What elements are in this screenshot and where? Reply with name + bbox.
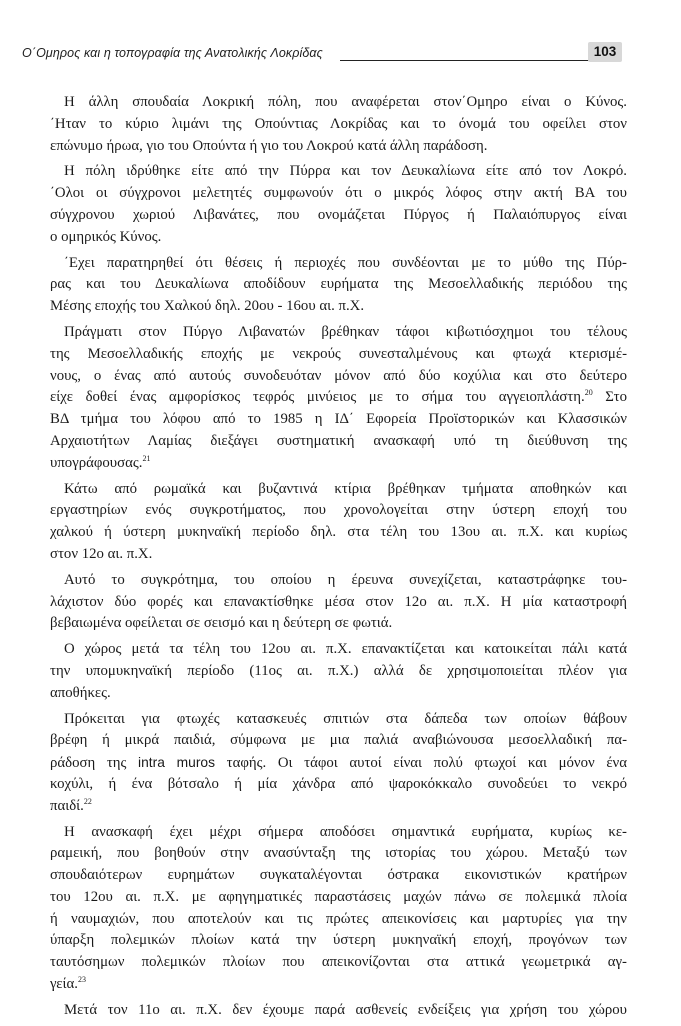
text-line: ραμεική, που βοηθούν στην ανασύνταξη της ιστορίας του χώρου. Μεταξύ των bbox=[50, 845, 627, 862]
text-line bbox=[50, 387, 627, 409]
header-rule bbox=[340, 60, 602, 61]
text-line: ΒΔ τμήμα του λόφου από το 1985 η ΙΔ΄ Εφορεία Προϊστορικών και Κλασσικών bbox=[50, 411, 627, 428]
text-line: αποθήκες. bbox=[50, 684, 111, 701]
text-line bbox=[50, 752, 627, 774]
text-line: λάχιστον δύο φορές και επανακτίσθηκε μέσα στον 12ο αι. π.Χ. Η μία καταστροφή bbox=[50, 593, 627, 610]
text-line: ΄Εχει παρατηρηθεί ότι θέσεις ή περιοχές που συνδέονται με το μύθο της Πύρ- bbox=[64, 254, 627, 271]
text-line: Αρχαιοτήτων Λαμίας διεξάγει συστηματική ανασκαφή υπό τη διεύθυνση της bbox=[50, 432, 627, 449]
paragraph-8 bbox=[50, 709, 627, 818]
text-line: του 12ου αι. π.Χ. με αφηγηματικές παραστάσεις μαχών πάνω σε πολεμικά πλοία bbox=[50, 888, 627, 905]
text-line: βρέφη ή μικρά παιδιά, σύμφωνα με μια παλιά αναβιώνουσα μεσοελλαδική πα- bbox=[50, 732, 627, 749]
text-line: την υπομυκηναϊκή περίοδο (11ος αι. π.Χ.) αλλά δε χρησιμοποιείται πλέον για bbox=[50, 662, 627, 679]
body-text bbox=[50, 92, 627, 1026]
text-line: Πράγματι στον Πύργο Λιβανατών βρέθηκαν τάφοι κιβωτιόσχημοι του τέλους bbox=[64, 323, 627, 340]
text-line: κοχύλι, ή ένα βότσαλο ή μία χάνδρα από ψαροκόκκαλο συνοδεύει το νεκρό bbox=[50, 775, 627, 792]
text-line: σύγχρονου χωριού Λιβανάτες, που ονομάζεται Πύργος ή Παλαιόπυργος είναι bbox=[50, 206, 627, 223]
text-line: νους, ο ένας από αυτούς συνοδευόταν μόνον από δύο κοχύλια και στο δεύτερο bbox=[50, 367, 627, 384]
text-line: Μέσης εποχής του Χαλκού δηλ. 20ου - 16ου αι. π.Χ. bbox=[50, 298, 365, 315]
latin-term: intra muros bbox=[138, 755, 215, 771]
text-line bbox=[50, 796, 627, 818]
page-number: 103 bbox=[588, 42, 622, 62]
text-segment: είχε δοθεί ένας αμφορίσκος τεφρός μινύειος με το σήμα του αγγειοπλάστη. bbox=[50, 389, 585, 406]
text-line: Πρόκειται για φτωχές κατασκευές σπιτιών στα δάπεδα των οποίων θάβουν bbox=[64, 710, 627, 727]
paragraph-4 bbox=[50, 322, 627, 475]
text-line bbox=[50, 974, 627, 996]
text-line: Αυτό το συγκρότημα, του οποίου η έρευνα συνεχίζεται, καταστράφηκε του- bbox=[64, 571, 627, 588]
text-line: στον 12ο αι. π.Χ. bbox=[50, 545, 153, 562]
text-line: ρας και του Δευκαλίωνα αποδίδουν ευρήματα της Μεσοελλαδικής περιόδου της bbox=[50, 276, 627, 293]
text-segment: ράδοση της bbox=[50, 755, 127, 772]
text-line: Κάτω από ρωμαϊκά και βυζαντινά κτίρια βρέθηκαν τμήματα αποθηκών και bbox=[64, 480, 627, 497]
text-line: βεβαιωμένα οφείλεται σε σεισμό και η δεύτερη σε φωτιά. bbox=[50, 615, 393, 632]
text-line: Η άλλη σπουδαία Λοκρική πόλη, που αναφέρεται στον΄Ομηρο είναι ο Κύνος. bbox=[64, 94, 627, 110]
paragraph-10 bbox=[64, 1000, 627, 1022]
text-line: Η ανασκαφή έχει μέχρι σήμερα αποδόσει σημαντικά ευρήματα, κυρίως κε- bbox=[64, 823, 627, 840]
text-line: Η πόλη ιδρύθηκε είτε από την Πύρρα και τον Δευκαλίωνα είτε από τον Λοκρό. bbox=[64, 163, 627, 180]
text-segment: ταφής. Οι τάφοι αυτοί είναι πολύ φτωχοί και μόνον ένα bbox=[226, 755, 627, 772]
text-line: ή ναυμαχιών, που αποτελούν και τις πρώτες απεικονίσεις και μαρτυρίες για την bbox=[50, 910, 627, 927]
paragraph-3 bbox=[50, 253, 627, 318]
text-line: ο ομηρικός Κύνος. bbox=[50, 228, 162, 245]
text-line: της Μεσοελλαδικής εποχής με νεκρούς συνεσταλμένους και φτωχά κτερισμέ- bbox=[50, 345, 627, 362]
text-line: επώνυμο ήρωα, γιο του Οπούντα ή γιο του Λοκρού κατά άλλη παράδοση. bbox=[50, 137, 488, 154]
footnote-ref: 23 bbox=[77, 975, 86, 985]
paragraph-9 bbox=[50, 822, 627, 996]
text-line: ΄Ηταν το κύριο λιμάνι της Οπούντιας Λοκρίδας και το όνομά του οφείλει στον bbox=[50, 115, 627, 132]
running-header-title: Ο΄Ομηρος και η τοπογραφία της Ανατολικής Λοκρίδας bbox=[22, 46, 323, 60]
paragraph-2 bbox=[50, 161, 627, 248]
paragraph-7 bbox=[50, 639, 627, 704]
text-line: ΄Ολοι οι σύγχρονοι μελετητές συμφωνούν ότι ο μικρός λόφος στην ακτή ΒΑ του bbox=[50, 185, 627, 202]
text-line: χαλκού ή ύστερη μυκηναϊκή περίοδο δηλ. στα τέλη του 13ου αι. π.Χ. και κυρίως bbox=[50, 524, 627, 541]
paragraph-6 bbox=[50, 570, 627, 635]
text-segment: γεία. bbox=[50, 976, 78, 993]
text-segment: Στο bbox=[605, 389, 627, 406]
text-line: Ο χώρος μετά τα τέλη του 12ου αι. π.Χ. επανακτίζεται και κατοικείται πάλι κατά bbox=[64, 641, 627, 658]
footnote-ref: 20 bbox=[584, 388, 593, 398]
footnote-ref: 22 bbox=[83, 796, 92, 806]
text-line bbox=[50, 453, 627, 475]
text-line: εργαστηρίων ενός συγκροτήματος, που χρονολογείται στην ύστερη εποχή του bbox=[50, 502, 627, 519]
text-line: σπουδαιότερων ευρημάτων συγκαταλέγονται όστρακα εικονιστικών κρατήρων bbox=[50, 867, 627, 884]
paragraph-1 bbox=[50, 92, 627, 157]
text-segment: υπογράφουσας. bbox=[50, 454, 143, 471]
paragraph-5 bbox=[50, 479, 627, 566]
text-line: Μετά τον 11ο αι. π.Χ. δεν έχουμε παρά ασθενείς ενδείξεις για χρήση του χώρου bbox=[64, 1001, 627, 1018]
text-line: ύπαρξη πολεμικών πλοίων κατά την ύστερη μυκηναϊκή εποχή, προγόνων των bbox=[50, 932, 627, 949]
text-line: ταυτόσημων πολεμικών πλοίων που απεικονίζονται στα αττικά γεωμετρικά αγ- bbox=[50, 954, 627, 971]
footnote-ref: 21 bbox=[142, 453, 151, 463]
running-header bbox=[22, 42, 622, 66]
text-segment: παιδί. bbox=[50, 797, 84, 814]
